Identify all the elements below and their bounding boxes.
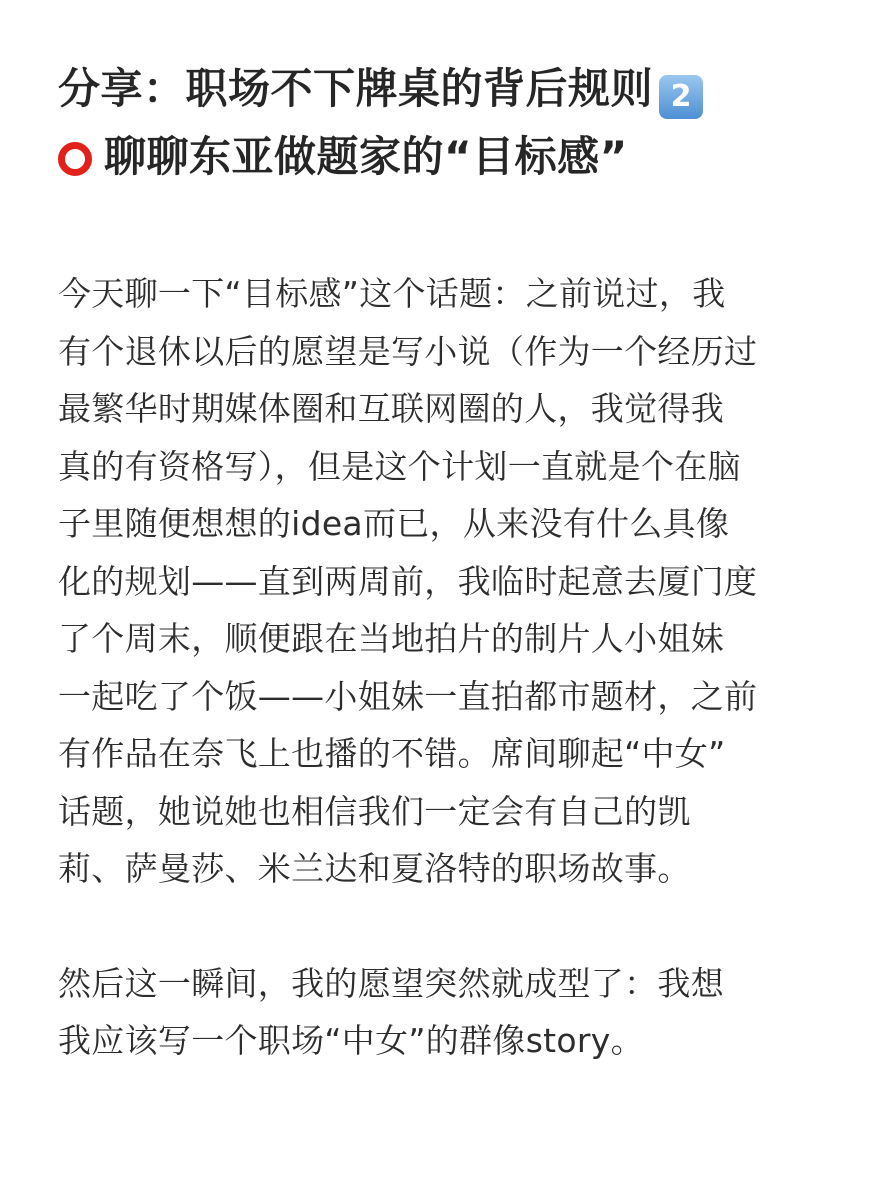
title-line-2 bbox=[58, 123, 829, 191]
paragraph-line: 莉、萨曼莎、米兰达和夏洛特的职场故事。 bbox=[58, 849, 691, 888]
post-title bbox=[58, 55, 829, 191]
title-line-2-text: 聊聊东亚做题家的“目标感” bbox=[104, 132, 628, 181]
red-circle-icon bbox=[58, 142, 92, 176]
paragraph-line: 子里随便想想的idea而已，从来没有什么具像 bbox=[58, 504, 730, 543]
paragraph-line: 化的规划——直到两周前，我临时起意去厦门度 bbox=[58, 561, 758, 601]
keycap-2-icon: 2 bbox=[659, 75, 703, 119]
paragraph-line: 了个周末，顺便跟在当地拍片的制片人小姐妹 bbox=[58, 619, 724, 658]
paragraph-line: 真的有资格写），但是这个计划一直就是个在脑 bbox=[58, 446, 741, 486]
title-line-1 bbox=[58, 55, 829, 123]
title-line-1-text: 分享：职场不下牌桌的背后规则 bbox=[58, 64, 654, 113]
paragraph-line: 有个退休以后的愿望是写小说（作为一个经历过 bbox=[58, 331, 758, 371]
paragraph-line: 最繁华时期媒体圈和互联网圈的人，我觉得我 bbox=[58, 389, 724, 428]
paragraph-2 bbox=[58, 955, 829, 1070]
paragraph-line: 话题，她说她也相信我们一定会有自己的凯 bbox=[58, 791, 691, 831]
paragraph-line: 有作品在奈飞上也播的不错。席间聊起“中女” bbox=[58, 734, 726, 773]
post-body bbox=[58, 265, 829, 1070]
paragraph-line: 今天聊一下“目标感”这个话题：之前说过，我 bbox=[58, 274, 726, 313]
paragraph-line: 然后这一瞬间，我的愿望突然就成型了：我想 bbox=[58, 963, 724, 1003]
paragraph-line: 我应该写一个职场“中女”的群像story。 bbox=[58, 1021, 644, 1060]
paragraph-line: 一起吃了个饭——小姐妹一直拍都市题材，之前 bbox=[58, 676, 758, 716]
paragraph-1 bbox=[58, 265, 829, 898]
